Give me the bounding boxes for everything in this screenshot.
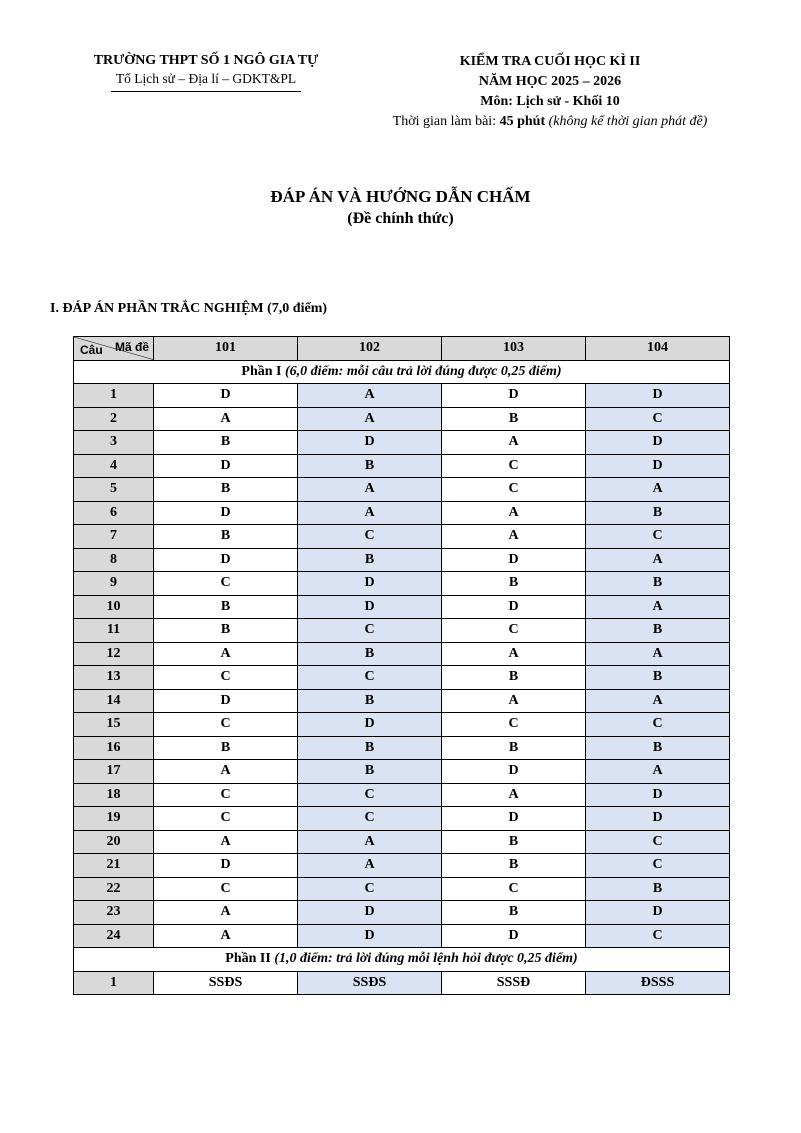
question-number: 13 xyxy=(74,666,154,690)
table-row xyxy=(74,407,730,431)
part1-label-row xyxy=(74,360,730,384)
title-main: ĐÁP ÁN VÀ HƯỚNG DẪN CHẤM xyxy=(270,187,531,206)
question-number: 6 xyxy=(74,501,154,525)
answer-cell: C xyxy=(586,924,730,948)
table-row xyxy=(74,807,730,831)
question-number: 17 xyxy=(74,760,154,784)
answer-cell: B xyxy=(586,572,730,596)
answer-cell: B xyxy=(442,736,586,760)
table-row xyxy=(74,454,730,478)
answer-cell: D xyxy=(442,384,586,408)
answer-cell: C xyxy=(298,807,442,831)
answer-cell: B xyxy=(154,525,298,549)
answer-cell: D xyxy=(298,924,442,948)
answer-cell: C xyxy=(442,619,586,643)
question-number: 1 xyxy=(74,384,154,408)
answer-cell: A xyxy=(298,407,442,431)
corner-cell xyxy=(74,337,154,361)
header-left xyxy=(70,52,342,92)
answer-cell: A xyxy=(442,689,586,713)
answer-cell: A xyxy=(154,924,298,948)
answer-cell: D xyxy=(442,548,586,572)
exam-code-header: 101 xyxy=(154,337,298,361)
answer-cell: C xyxy=(586,407,730,431)
question-number: 16 xyxy=(74,736,154,760)
answer-cell: D xyxy=(586,454,730,478)
answer-cell: D xyxy=(442,595,586,619)
answer-cell: A xyxy=(586,642,730,666)
answer-cell: C xyxy=(442,877,586,901)
answer-cell: B xyxy=(442,854,586,878)
subject-line: Môn: Lịch sử - Khối 10 xyxy=(480,94,620,109)
answer-cell: D xyxy=(298,572,442,596)
question-number: 2 xyxy=(74,407,154,431)
table-row xyxy=(74,548,730,572)
answer-cell: A xyxy=(442,783,586,807)
table-row xyxy=(74,431,730,455)
answer-cell: B xyxy=(154,431,298,455)
table-row xyxy=(74,619,730,643)
school-year: NĂM HỌC 2025 – 2026 xyxy=(478,74,622,89)
answer-cell: A xyxy=(298,854,442,878)
answer-cell: B xyxy=(154,736,298,760)
answer-cell: C xyxy=(154,572,298,596)
table-row xyxy=(74,783,730,807)
question-number: 9 xyxy=(74,572,154,596)
answer-cell: B xyxy=(442,572,586,596)
question-number: 21 xyxy=(74,854,154,878)
question-number: 18 xyxy=(74,783,154,807)
answer-cell: D xyxy=(298,713,442,737)
answer-cell: D xyxy=(586,783,730,807)
answer-cell: D xyxy=(154,548,298,572)
answer-cell: A xyxy=(154,901,298,925)
part2-label-row xyxy=(74,948,730,972)
table-row xyxy=(74,924,730,948)
answer-cell: C xyxy=(154,713,298,737)
table-row xyxy=(74,572,730,596)
table-header-row xyxy=(74,337,730,361)
section-heading: I. ĐÁP ÁN PHẦN TRẮC NGHIỆM (7,0 điểm) xyxy=(50,301,328,316)
table-row xyxy=(74,642,730,666)
question-number: 14 xyxy=(74,689,154,713)
answer-cell: D xyxy=(586,384,730,408)
corner-label-question: Câu xyxy=(80,342,103,357)
answer-cell: D xyxy=(442,924,586,948)
answer-cell: C xyxy=(586,713,730,737)
answer-cell: D xyxy=(154,501,298,525)
table-row xyxy=(74,854,730,878)
answer-cell: C xyxy=(586,525,730,549)
answer-cell: B xyxy=(298,689,442,713)
exam-name: KIỂM TRA CUỐI HỌC KÌ II xyxy=(459,54,641,69)
answer-body xyxy=(74,360,730,995)
answer-cell: A xyxy=(586,548,730,572)
answer-cell: C xyxy=(298,525,442,549)
answer-cell: A xyxy=(298,478,442,502)
answer-cell: A xyxy=(154,407,298,431)
answer-cell: A xyxy=(442,642,586,666)
question-number: 1 xyxy=(74,971,154,995)
answer-cell: A xyxy=(442,501,586,525)
answer-cell: B xyxy=(298,760,442,784)
answer-cell: C xyxy=(154,877,298,901)
answer-cell: B xyxy=(586,501,730,525)
answer-cell: C xyxy=(298,619,442,643)
answer-cell: B xyxy=(298,736,442,760)
table-row xyxy=(74,760,730,784)
answer-cell: D xyxy=(586,807,730,831)
answer-cell: C xyxy=(586,854,730,878)
answer-cell: D xyxy=(154,454,298,478)
table-row xyxy=(74,713,730,737)
time-note: (không kể thời gian phát đề) xyxy=(548,114,708,129)
part1-note: (6,0 điểm: mỗi câu trả lời đúng được 0,25 điểm) xyxy=(281,363,562,379)
table-row xyxy=(74,384,730,408)
answer-cell: D xyxy=(298,901,442,925)
answer-cell: C xyxy=(586,830,730,854)
question-number: 7 xyxy=(74,525,154,549)
answer-cell: A xyxy=(586,478,730,502)
answer-cell: C xyxy=(298,877,442,901)
answer-cell: A xyxy=(298,830,442,854)
answer-cell: A xyxy=(154,830,298,854)
answer-cell: B xyxy=(154,595,298,619)
question-number: 8 xyxy=(74,548,154,572)
answer-cell: C xyxy=(154,783,298,807)
time-line xyxy=(365,112,735,132)
department-name: Tổ Lịch sử – Địa lí – GDKT&PL xyxy=(115,71,297,86)
answer-cell: B xyxy=(154,619,298,643)
table-row xyxy=(74,736,730,760)
question-number: 19 xyxy=(74,807,154,831)
part2-label-cell xyxy=(74,948,730,972)
question-number: 12 xyxy=(74,642,154,666)
table-row xyxy=(74,525,730,549)
answer-cell: B xyxy=(586,666,730,690)
answer-cell: A xyxy=(586,760,730,784)
answer-cell: C xyxy=(442,478,586,502)
answer-cell: D xyxy=(154,854,298,878)
answer-cell: C xyxy=(154,666,298,690)
question-number: 24 xyxy=(74,924,154,948)
answer-cell: B xyxy=(298,548,442,572)
answer-cell: A xyxy=(154,760,298,784)
table-row xyxy=(74,501,730,525)
answer-table xyxy=(73,336,730,995)
table-row xyxy=(74,877,730,901)
table-row xyxy=(74,830,730,854)
question-number: 10 xyxy=(74,595,154,619)
document-title xyxy=(0,186,801,230)
answer-cell: B xyxy=(442,830,586,854)
answer-cell: A xyxy=(586,689,730,713)
answer-cell: C xyxy=(298,783,442,807)
answer-cell: D xyxy=(442,807,586,831)
answer-cell: SSĐS xyxy=(154,971,298,995)
table-row xyxy=(74,666,730,690)
question-number: 3 xyxy=(74,431,154,455)
question-number: 5 xyxy=(74,478,154,502)
exam-code-header: 102 xyxy=(298,337,442,361)
time-value: 45 phút xyxy=(499,114,546,129)
table-row xyxy=(74,478,730,502)
question-number: 20 xyxy=(74,830,154,854)
header-right xyxy=(365,52,735,132)
answer-cell: A xyxy=(586,595,730,619)
exam-code-header: 104 xyxy=(586,337,730,361)
answer-cell: D xyxy=(298,431,442,455)
answer-cell: C xyxy=(298,666,442,690)
answer-cell: D xyxy=(154,689,298,713)
title-sub: (Đề chính thức) xyxy=(347,210,454,227)
answer-cell: C xyxy=(154,807,298,831)
answer-cell: B xyxy=(442,407,586,431)
answer-cell: B xyxy=(586,736,730,760)
exam-code-header: 103 xyxy=(442,337,586,361)
table-row xyxy=(74,901,730,925)
answer-cell: B xyxy=(154,478,298,502)
answer-cell: D xyxy=(586,901,730,925)
answer-cell: B xyxy=(442,901,586,925)
table-row xyxy=(74,971,730,995)
answer-cell: B xyxy=(586,619,730,643)
answer-cell: B xyxy=(298,642,442,666)
question-number: 23 xyxy=(74,901,154,925)
header-underline xyxy=(111,91,301,92)
answer-cell: SSSĐ xyxy=(442,971,586,995)
answer-cell: B xyxy=(442,666,586,690)
answer-cell: C xyxy=(442,713,586,737)
school-name: TRƯỜNG THPT SỐ 1 NGÔ GIA TỰ xyxy=(93,53,319,68)
answer-cell: D xyxy=(154,384,298,408)
answer-cell: B xyxy=(298,454,442,478)
part2-note: (1,0 điểm: trả lời đúng mỗi lệnh hỏi được 0,25 điểm) xyxy=(270,951,578,967)
corner-label-code: Mã đề xyxy=(114,340,149,354)
part1-label: Phần I xyxy=(241,363,282,379)
question-number: 22 xyxy=(74,877,154,901)
answer-cell: D xyxy=(586,431,730,455)
question-number: 15 xyxy=(74,713,154,737)
question-number: 11 xyxy=(74,619,154,643)
answer-cell: SSĐS xyxy=(298,971,442,995)
answer-cell: D xyxy=(298,595,442,619)
answer-cell: ĐSSS xyxy=(586,971,730,995)
answer-cell: A xyxy=(154,642,298,666)
answer-cell: B xyxy=(586,877,730,901)
answer-cell: C xyxy=(442,454,586,478)
answer-cell: A xyxy=(298,384,442,408)
answer-cell: D xyxy=(442,760,586,784)
part1-label-cell xyxy=(74,360,730,384)
answer-cell: A xyxy=(442,431,586,455)
time-prefix: Thời gian làm bài: xyxy=(392,114,500,129)
question-number: 4 xyxy=(74,454,154,478)
table-row xyxy=(74,689,730,713)
answer-cell: A xyxy=(298,501,442,525)
answer-cell: A xyxy=(442,525,586,549)
part2-label: Phần II xyxy=(225,951,271,967)
table-row xyxy=(74,595,730,619)
